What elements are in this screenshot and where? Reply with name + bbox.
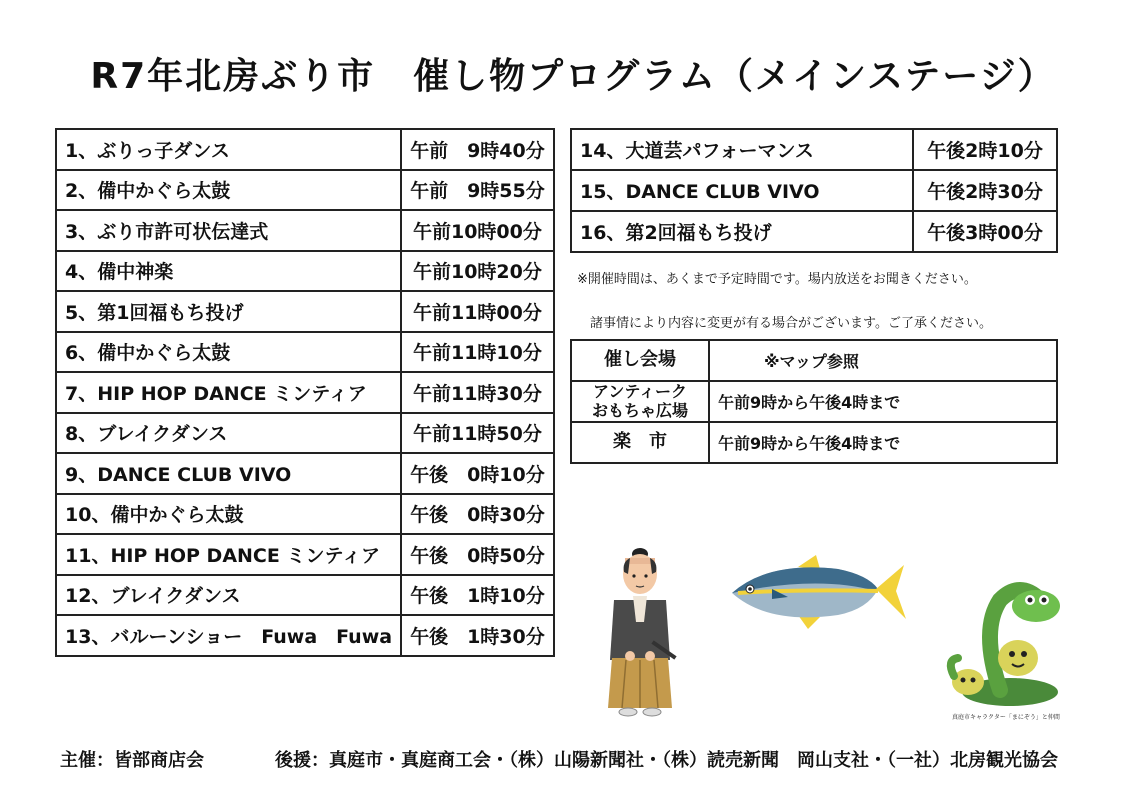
program-name: 1、ぶりっ子ダンス: [56, 129, 401, 170]
program-time: 午後 0時50分: [401, 534, 554, 575]
program-name: 16、第2回福もち投げ: [571, 211, 913, 252]
samurai-illustration: [600, 540, 680, 720]
program-row: [56, 291, 554, 332]
organizer-text: 主催：皆部商店会: [60, 750, 204, 771]
venue-hours: 午前9時から午後4時まで: [709, 422, 1057, 463]
program-name: 13、バルーンショー Fuwa Fuwa: [56, 615, 401, 656]
venue-name: [571, 381, 709, 422]
venue-table: [570, 339, 1058, 464]
program-name: 10、備中かぐら太鼓: [56, 494, 401, 535]
program-time: 午前11時10分: [401, 332, 554, 373]
program-name: 15、DANCE CLUB VIVO: [571, 170, 913, 211]
program-name: 11、HIP HOP DANCE ミンティア: [56, 534, 401, 575]
program-name: 8、ブレイクダンス: [56, 413, 401, 454]
program-time: 午後2時10分: [913, 129, 1057, 170]
venue-name: 楽 市: [571, 422, 709, 463]
program-row: [56, 575, 554, 616]
venue-name-line2: おもちゃ広場: [591, 400, 688, 420]
program-row: [56, 170, 554, 211]
program-row: [56, 332, 554, 373]
program-row: [56, 534, 554, 575]
program-name: 6、備中かぐら太鼓: [56, 332, 401, 373]
program-time: 午後 0時30分: [401, 494, 554, 535]
program-time: 午前10時00分: [401, 210, 554, 251]
program-time: 午前10時20分: [401, 251, 554, 292]
venue-header-row: [571, 340, 1057, 381]
yellowtail-fish-illustration: [728, 553, 908, 631]
program-name: 2、備中かぐら太鼓: [56, 170, 401, 211]
program-row: [571, 211, 1057, 252]
character-caption: 真庭市キャラクター「まにぞう」と仲間: [952, 714, 1060, 721]
program-row: [56, 129, 554, 170]
program-time: 午後 1時10分: [401, 575, 554, 616]
program-time: 午前 9時55分: [401, 170, 554, 211]
program-row: [56, 251, 554, 292]
program-time: 午後3時00分: [913, 211, 1057, 252]
program-row: [56, 494, 554, 535]
program-row: [56, 372, 554, 413]
supporters-text: 後援：真庭市・真庭商工会・（株）山陽新聞社・（株）読売新聞 岡山支社・（一社）北房観光協会: [275, 750, 1058, 771]
program-time: 午後 1時30分: [401, 615, 554, 656]
venue-name-line1: アンティーク: [592, 382, 688, 402]
program-row: [56, 453, 554, 494]
program-name: 9、DANCE CLUB VIVO: [56, 453, 401, 494]
program-name: 5、第1回福もち投げ: [56, 291, 401, 332]
dragon-mascot-illustration: [940, 570, 1065, 710]
program-time: 午前11時50分: [401, 413, 554, 454]
program-table-right: [570, 128, 1058, 253]
venue-header-value: ※マップ参照: [709, 340, 1057, 381]
program-table-left: [55, 128, 555, 657]
program-name: 7、HIP HOP DANCE ミンティア: [56, 372, 401, 413]
page-title: R7年北房ぶり市 催し物プログラム（メインステージ）: [90, 56, 1056, 97]
venue-hours: 午前9時から午後4時まで: [709, 381, 1057, 422]
program-row: [56, 615, 554, 656]
venue-row: [571, 422, 1057, 463]
program-name: 4、備中神楽: [56, 251, 401, 292]
program-name: 12、ブレイクダンス: [56, 575, 401, 616]
program-name: 14、大道芸パフォーマンス: [571, 129, 913, 170]
schedule-note: ※開催時間は、あくまで予定時間です。場内放送をお聞きください。: [577, 272, 977, 287]
program-time: 午前 9時40分: [401, 129, 554, 170]
venue-header-label: 催し会場: [571, 340, 709, 381]
change-note: 諸事情により内容に変更が有る場合がございます。ご了承ください。: [590, 316, 992, 331]
program-time: 午後 0時10分: [401, 453, 554, 494]
program-row: [571, 170, 1057, 211]
program-time: 午前11時00分: [401, 291, 554, 332]
venue-row: [571, 381, 1057, 422]
program-name: 3、ぶり市許可状伝達式: [56, 210, 401, 251]
program-time: 午前11時30分: [401, 372, 554, 413]
program-row: [571, 129, 1057, 170]
program-row: [56, 413, 554, 454]
program-row: [56, 210, 554, 251]
program-time: 午後2時30分: [913, 170, 1057, 211]
